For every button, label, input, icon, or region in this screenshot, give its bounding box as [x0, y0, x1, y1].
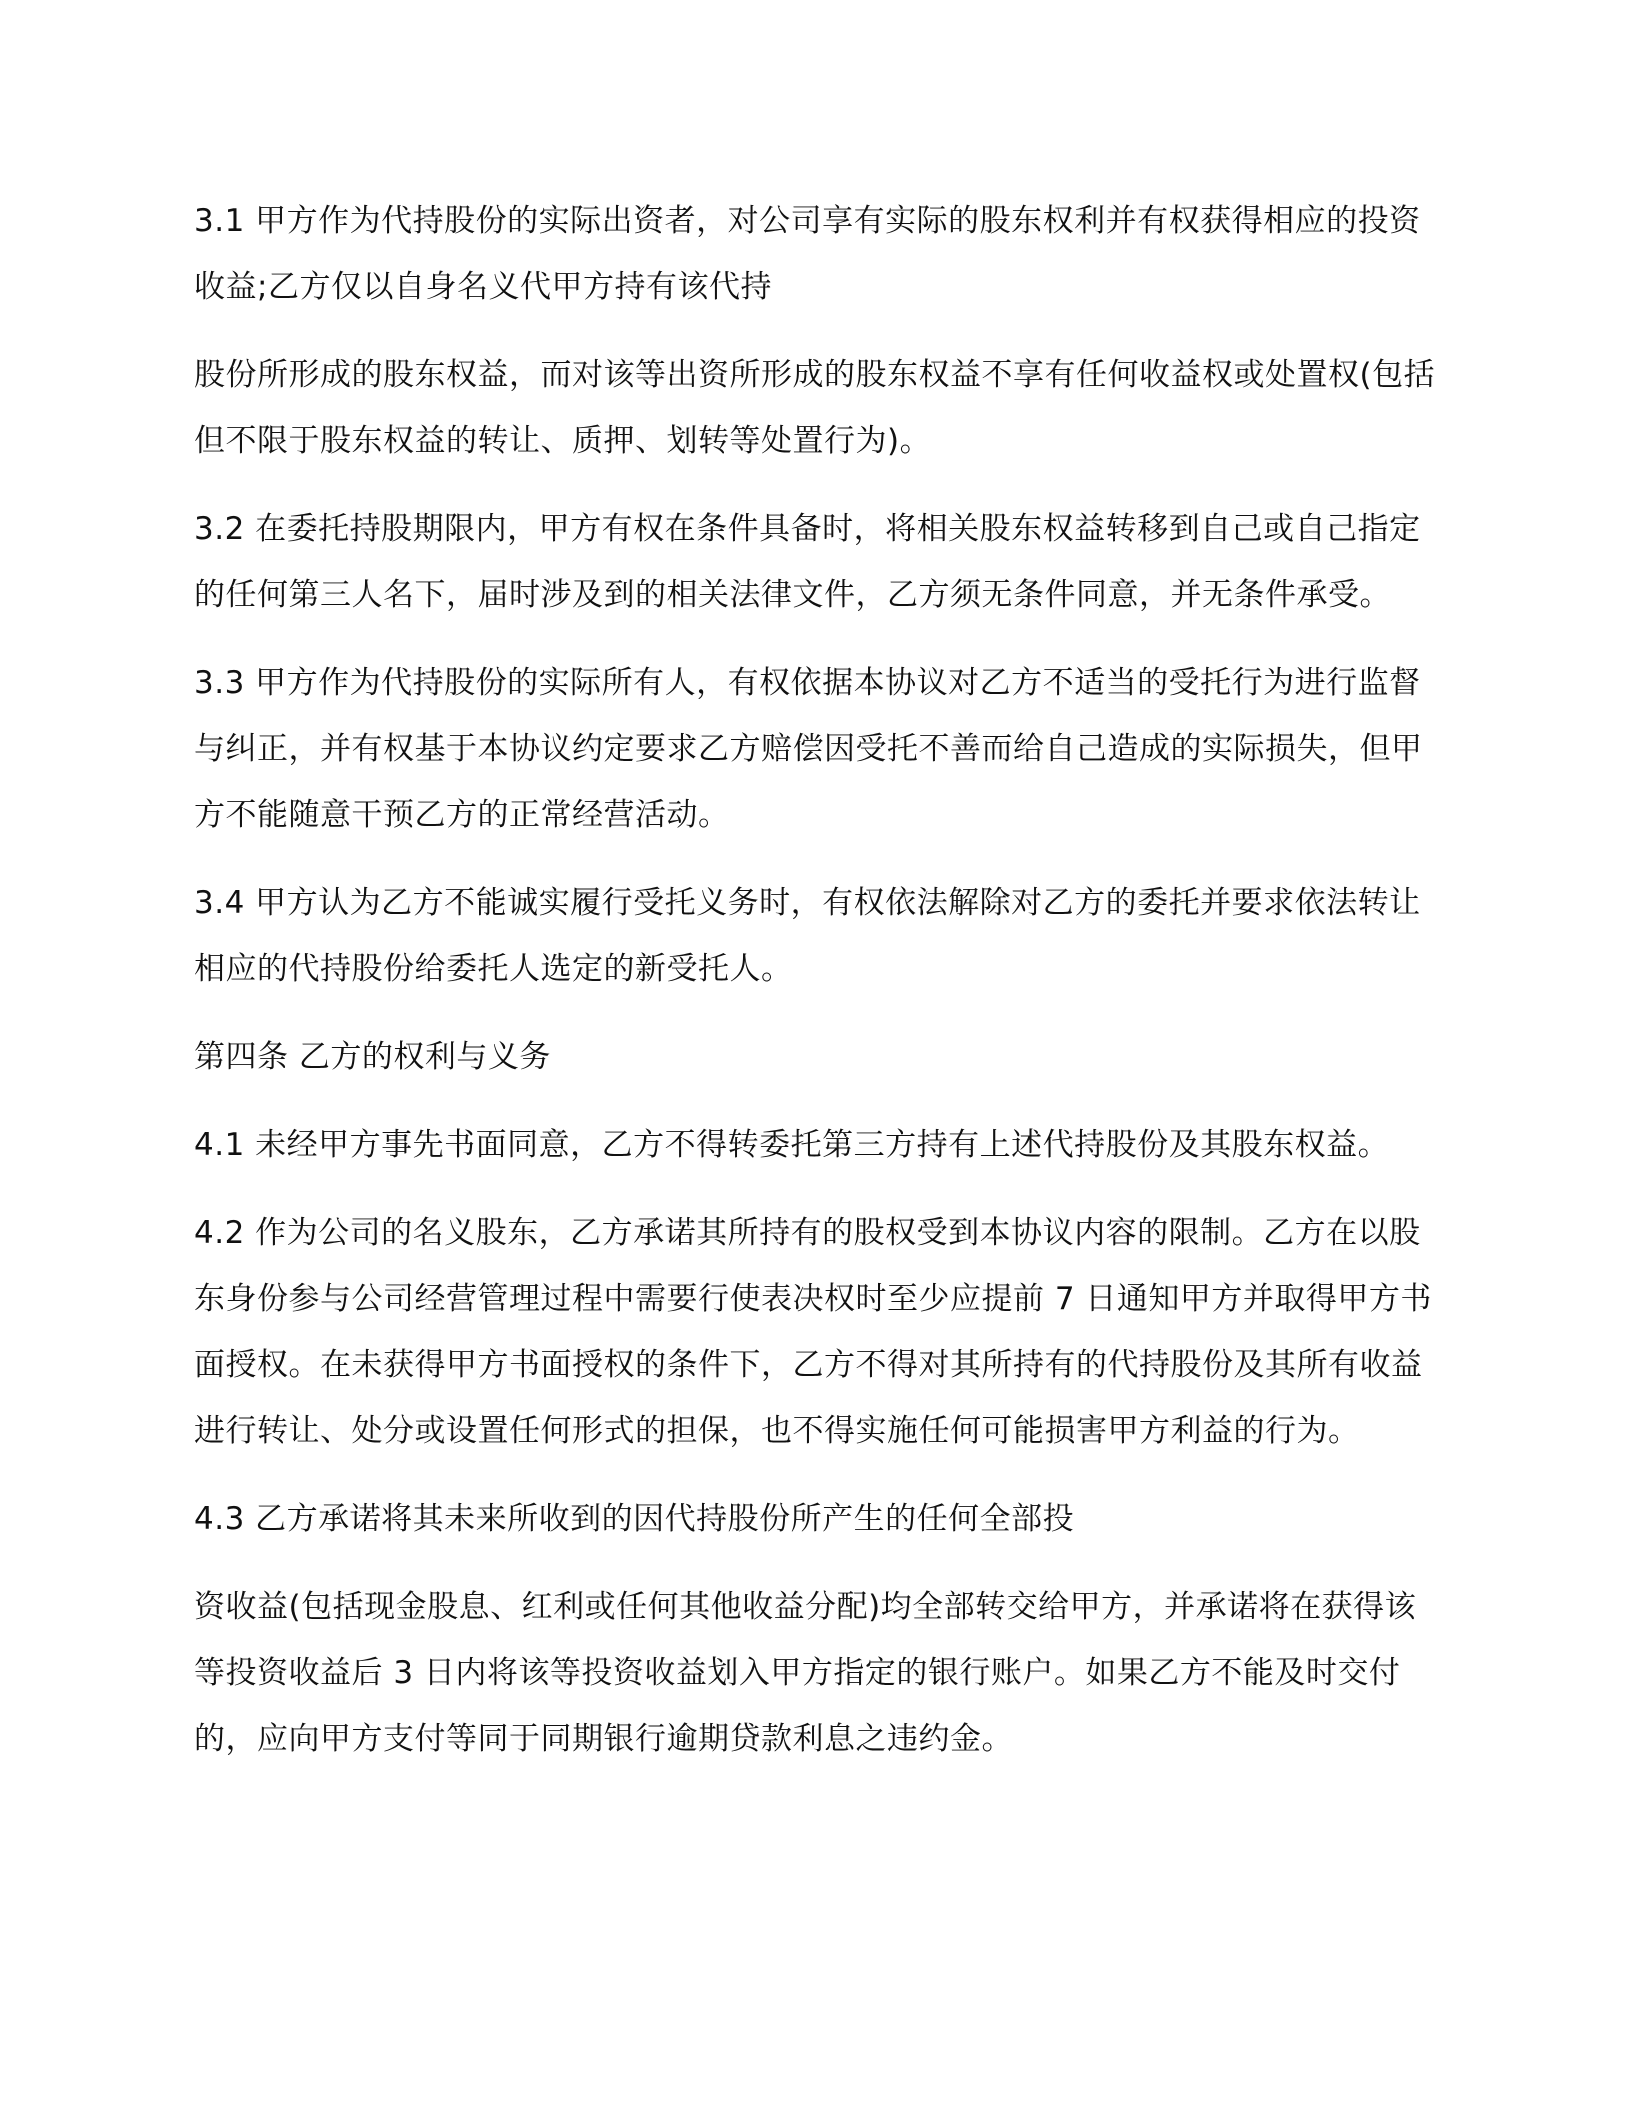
paragraph-4-3-part-1: 4.3 乙方承诺将其未来所收到的因代持股份所产生的任何全部投	[194, 1501, 1075, 1537]
paragraph-4-3-part-2: 资收益(包括现金股息、红利或任何其他收益分配)均全部转交给甲方，并承诺将在获得该等投资收益后 3 日内将该等投资收益划入甲方指定的银行账户。如果乙方不能及时交付的，应向甲方支付等同于同期银行逾期贷款利息之违约金。	[194, 1589, 1417, 1757]
paragraph-3-2: 3.2 在委托持股期限内，甲方有权在条件具备时，将相关股东权益转移到自己或自己指定的任何第三人名下，届时涉及到的相关法律文件，乙方须无条件同意，并无条件承受。	[194, 511, 1421, 613]
document-body	[194, 188, 1444, 1794]
paragraph-3-4: 3.4 甲方认为乙方不能诚实履行受托义务时，有权依法解除对乙方的委托并要求依法转让相应的代持股份给委托人选定的新受托人。	[194, 885, 1421, 987]
paragraph-3-1-part-1: 3.1 甲方作为代持股份的实际出资者，对公司享有实际的股东权利并有权获得相应的投资收益;乙方仅以自身名义代甲方持有该代持	[194, 203, 1421, 305]
paragraph-3-3: 3.3 甲方作为代持股份的实际所有人，有权依据本协议对乙方不适当的受托行为进行监督与纠正，并有权基于本协议约定要求乙方赔偿因受托不善而给自己造成的实际损失，但甲方不能随意干预乙方的正常经营活动。	[194, 665, 1423, 833]
paragraph-4-2: 4.2 作为公司的名义股东，乙方承诺其所持有的股权受到本协议内容的限制。乙方在以股东身份参与公司经营管理过程中需要行使表决权时至少应提前 7 日通知甲方并取得甲方书面授权。在未获得甲方书面授权的条件下，乙方不得对其所持有的代持股份及其所有收益进行转让、处分或设置任何形式的担保，也不得实施任何可能损害甲方利益的行为。	[194, 1215, 1432, 1449]
paragraph-3-1-part-2: 股份所形成的股东权益，而对该等出资所形成的股东权益不享有任何收益权或处置权(包括但不限于股东权益的转让、质押、划转等处置行为)。	[194, 357, 1436, 459]
paragraph-4-1: 4.1 未经甲方事先书面同意，乙方不得转委托第三方持有上述代持股份及其股东权益。	[194, 1127, 1390, 1163]
section-heading-article-4: 第四条 乙方的权利与义务	[194, 1039, 551, 1075]
